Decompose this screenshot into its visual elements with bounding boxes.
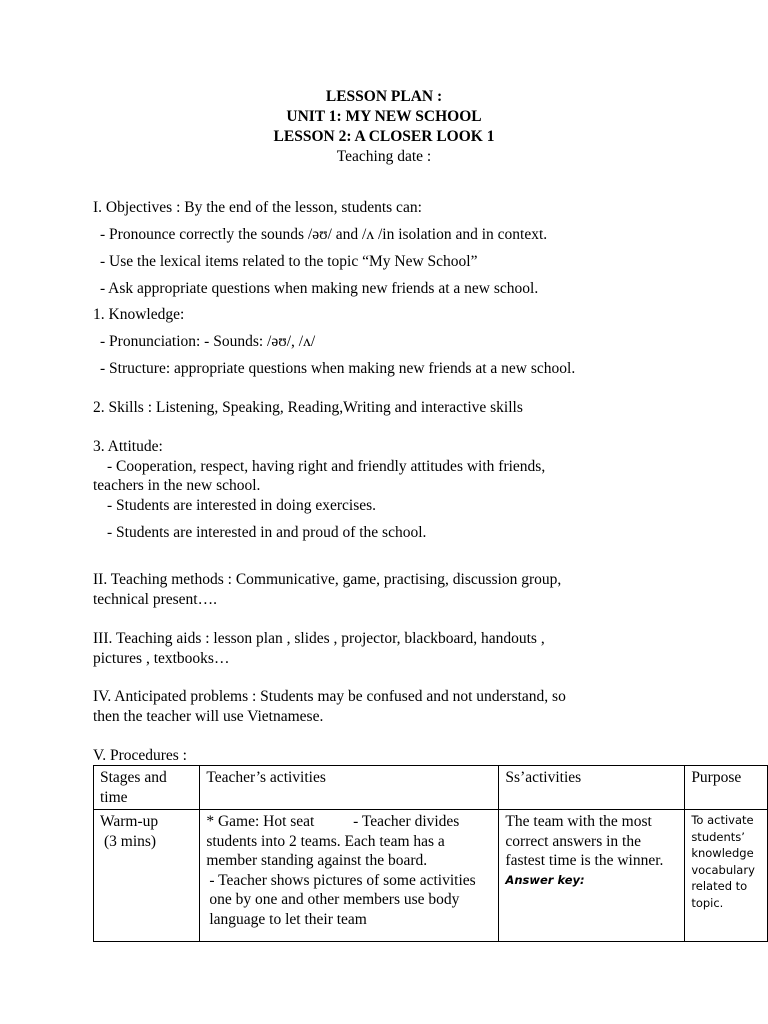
table-row: [94, 810, 768, 942]
title-lesson-plan: LESSON PLAN :: [325, 88, 443, 105]
knowledge-heading: 1. Knowledge:: [93, 306, 185, 323]
students-activities-cell: [499, 810, 685, 942]
purpose-line: vocabulary: [691, 862, 755, 877]
teacher-activity: - Teacher shows pictures of some activities one by one and other members use body language to let their team: [209, 871, 476, 928]
objective-item: - Pronounce correctly the sounds /əʊ/ and /ʌ /in isolation and in context.: [100, 226, 548, 243]
procedures-table: [93, 765, 768, 942]
header-students-activities: Ss’activities: [499, 766, 685, 810]
header-stages: Stages and time: [94, 766, 200, 810]
skills-line: 2. Skills : Listening, Speaking, Reading,Writing and interactive skills: [93, 399, 523, 416]
knowledge-item: - Pronunciation: - Sounds: /əʊ/, /ʌ/: [100, 333, 316, 350]
purpose-line: topic.: [691, 895, 724, 910]
purpose-line: related to: [691, 879, 748, 893]
students-activity: The team with the most correct answers in the fastest time is the winner.: [505, 813, 664, 869]
stage-name: Warm-up: [100, 813, 159, 830]
header-teacher-activities: Teacher’s activities: [200, 766, 499, 810]
problems-line: then the teacher will use Vietnamese.: [93, 708, 324, 725]
purpose-line: knowledge: [691, 846, 754, 860]
teacher-activity: * Game: Hot seat - Teacher divides students into 2 teams. Each team has a member standing against the board.: [206, 813, 464, 869]
stage-time: (3 mins): [104, 832, 157, 850]
methods-line: II. Teaching methods : Communicative, game, practising, discussion group,: [93, 571, 562, 588]
table-header-row: [94, 766, 768, 810]
procedures-heading: V. Procedures :: [93, 747, 187, 764]
attitude-item: - Students are interested in doing exercises.: [107, 497, 377, 514]
aids-line: III. Teaching aids : lesson plan , slides , projector, blackboard, handouts ,: [93, 630, 545, 647]
stage-cell: [94, 810, 200, 942]
knowledge-item: - Structure: appropriate questions when making new friends at a new school.: [100, 360, 576, 377]
purpose-cell: [685, 810, 768, 942]
methods-line: technical present….: [93, 591, 217, 608]
answer-key-label: Answer key:: [505, 872, 585, 887]
attitude-item: - Cooperation, respect, having right and friendly attitudes with friends,: [107, 458, 546, 475]
objective-item: - Ask appropriate questions when making new friends at a new school.: [100, 280, 539, 297]
problems-line: IV. Anticipated problems : Students may be confused and not understand, so: [93, 688, 566, 705]
attitude-heading: 3. Attitude:: [93, 438, 163, 455]
attitude-item: - Students are interested in and proud of the school.: [107, 524, 427, 541]
title-lesson: LESSON 2: A CLOSER LOOK 1: [273, 128, 495, 145]
objectives-heading: I. Objectives : By the end of the lesson, students can:: [93, 199, 422, 216]
attitude-item-continued: teachers in the new school.: [93, 477, 261, 494]
teacher-activities-cell: [200, 810, 499, 942]
aids-line: pictures , textbooks…: [93, 650, 230, 667]
teaching-date: Teaching date :: [336, 148, 432, 165]
title-unit: UNIT 1: MY NEW SCHOOL: [286, 108, 482, 125]
header-purpose: Purpose: [685, 766, 768, 810]
purpose-line: students’: [691, 829, 745, 844]
purpose-line: To activate: [691, 813, 754, 827]
objective-item: - Use the lexical items related to the topic “My New School”: [100, 253, 478, 270]
